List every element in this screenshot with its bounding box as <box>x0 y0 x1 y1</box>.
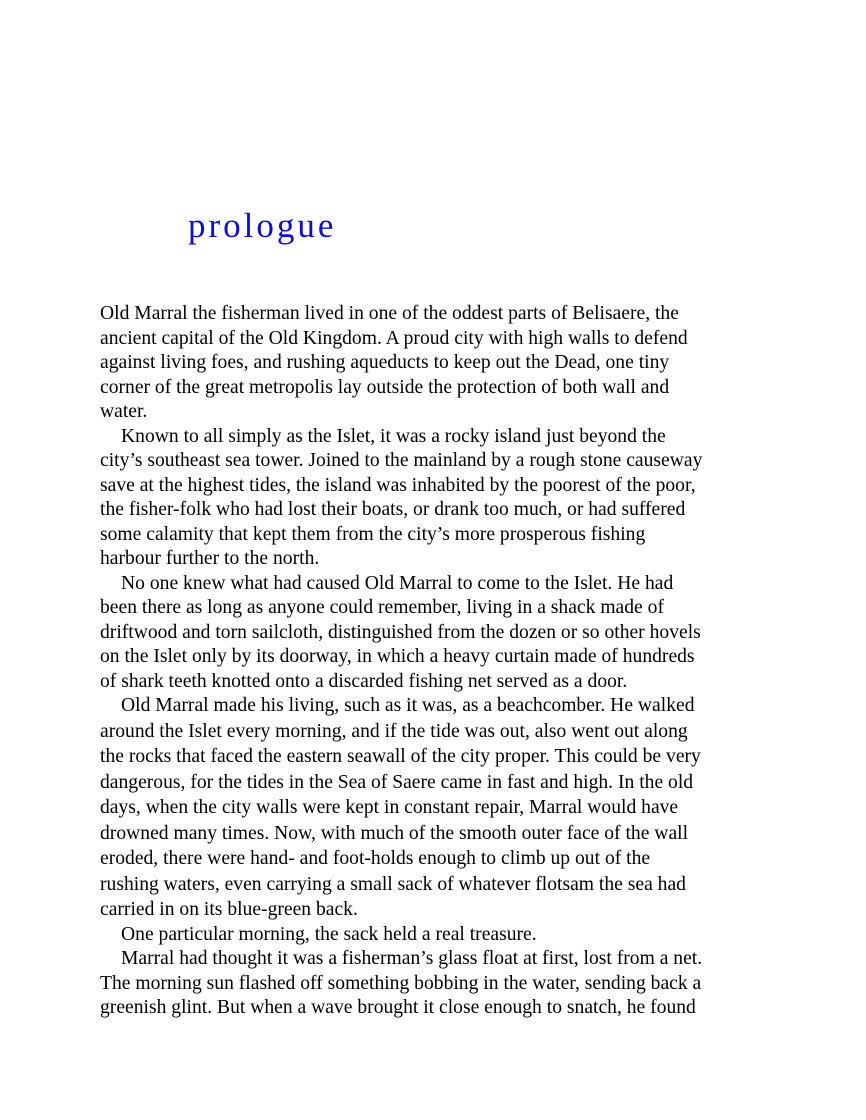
text-line: been there as long as anyone could remember, living in a shack made of <box>100 597 664 618</box>
text-line: some calamity that kept them from the city’s more prosperous fishing <box>100 523 646 545</box>
paragraph <box>100 923 770 948</box>
text-line: greenish glint. But when a wave brought it close enough to snatch, he found <box>100 997 696 1018</box>
text-line: water. <box>100 401 148 422</box>
text-line: save at the highest tides, the island was inhabited by the poorest of the poor, <box>100 474 696 496</box>
text-line: dangerous, for the tides in the Sea of Saere came in fast and high. In the old <box>100 771 694 793</box>
text-line: rushing waters, even carrying a small sack of whatever flotsam the sea had <box>100 873 686 895</box>
text-line: eroded, there were hand- and foot-holds enough to climb up out of the <box>100 848 651 869</box>
body-text <box>100 302 770 1021</box>
text-line: No one knew what had caused Old Marral to come to the Islet. He had <box>121 572 674 594</box>
paragraph <box>100 947 770 1021</box>
text-line: corner of the great metropolis lay outside the protection of both wall and <box>100 376 670 398</box>
paragraph <box>100 572 770 695</box>
text-line: Marral had thought it was a fisherman’s glass float at first, lost from a net. <box>121 948 703 969</box>
text-line: on the Islet only by its doorway, in which a heavy curtain made of hundreds <box>100 646 695 667</box>
text-line: the rocks that faced the eastern seawall of the city proper. This could be very <box>100 746 701 767</box>
text-line: Old Marral made his living, such as it was, as a beachcomber. He walked <box>121 695 695 716</box>
paragraph <box>100 694 770 923</box>
text-line: One particular morning, the sack held a real treasure. <box>121 923 537 945</box>
text-line: The morning sun flashed off something bobbing in the water, sending back a <box>100 972 702 994</box>
text-line: Known to all simply as the Islet, it was a rocky island just beyond the <box>121 425 666 447</box>
text-line: city’s southeast sea tower. Joined to the mainland by a rough stone causeway <box>100 450 703 471</box>
text-line: ancient capital of the Old Kingdom. A proud city with high walls to defend <box>100 327 688 349</box>
text-line: drowned many times. Now, with much of the smooth outer face of the wall <box>100 822 689 844</box>
paragraph <box>100 302 770 425</box>
text-line: carried in on its blue-green back. <box>100 899 358 920</box>
paragraph <box>100 425 770 572</box>
text-line: days, when the city walls were kept in constant repair, Marral would have <box>100 797 679 818</box>
text-line: harbour further to the north. <box>100 548 320 569</box>
text-line: against living foes, and rushing aqueducts to keep out the Dead, one tiny <box>100 352 670 373</box>
text-line: driftwood and torn sailcloth, distinguished from the dozen or so other hovels <box>100 621 701 643</box>
text-line: the fisher-folk who had lost their boats, or drank too much, or had suffered <box>100 499 686 520</box>
text-line: Old Marral the fisherman lived in one of the oddest parts of Belisaere, the <box>100 303 679 324</box>
text-line: of shark teeth knotted onto a discarded fishing net served as a door. <box>100 670 628 692</box>
text-line: around the Islet every morning, and if the tide was out, also went out along <box>100 720 688 742</box>
chapter-heading: prologue <box>188 206 337 245</box>
